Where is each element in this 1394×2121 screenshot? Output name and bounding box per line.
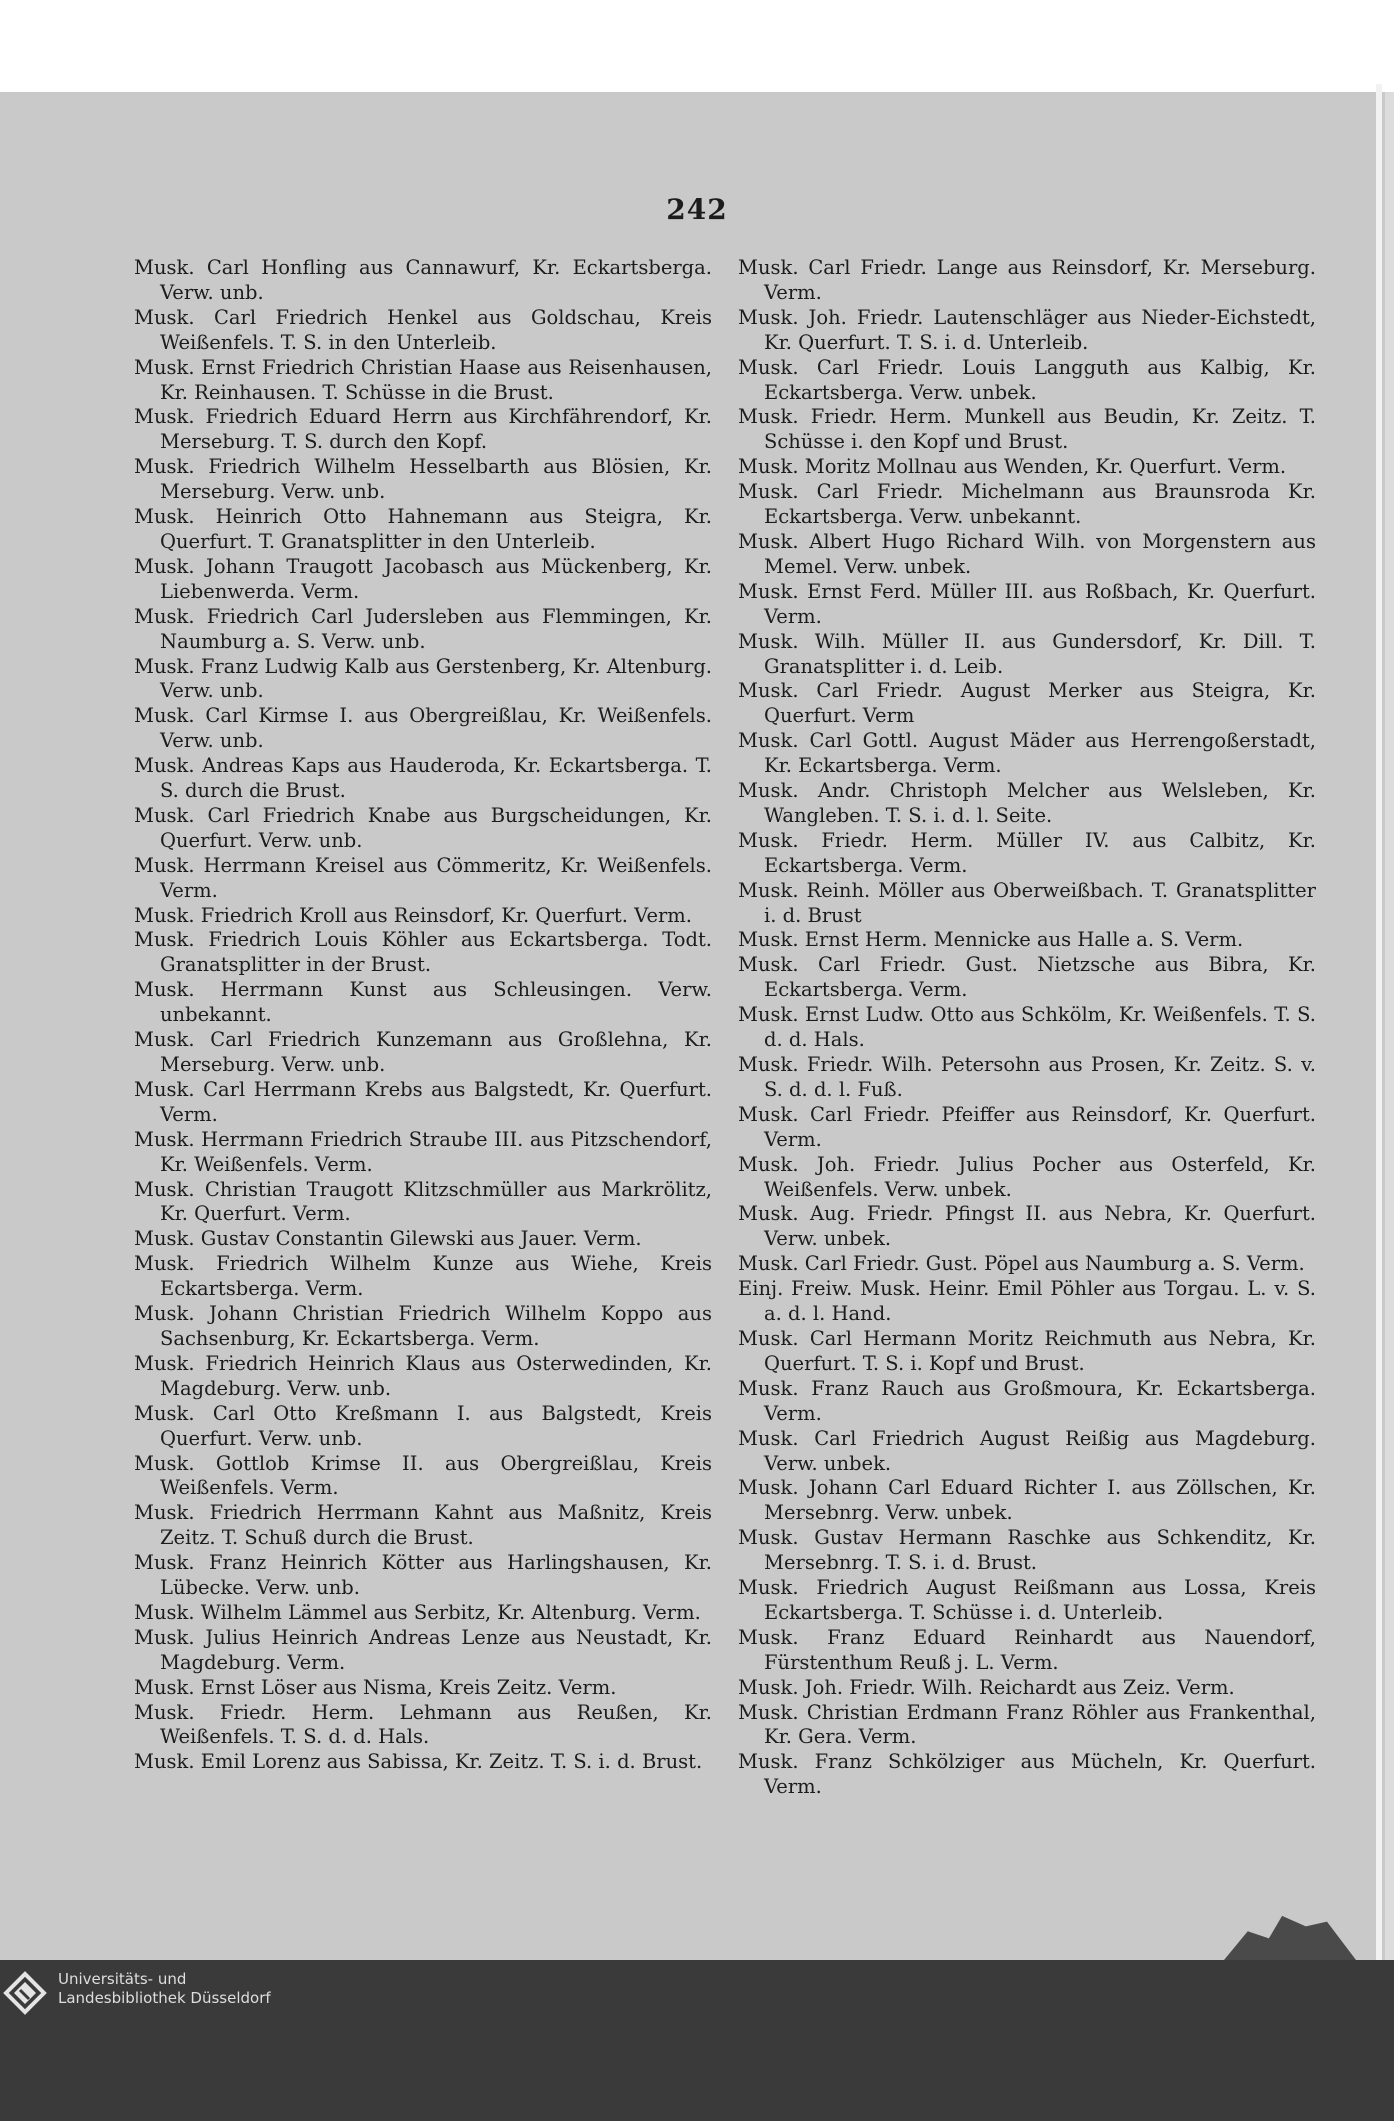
- casualty-entry: Musk. Friedrich Eduard Herrn aus Kirchfährendorf, Kr. Merseburg. T. S. durch den Kopf.: [134, 405, 712, 454]
- casualty-entry: Musk. Franz Eduard Reinhardt aus Nauendorf, Fürstenthum Reuß j. L. Verm.: [738, 1625, 1316, 1674]
- casualty-entry: Musk. Gustav Hermann Raschke aus Schkenditz, Kr. Mersebnrg. T. S. i. d. Brust.: [738, 1526, 1316, 1575]
- casualty-entry: Musk. Christian Erdmann Franz Röhler aus Frankenthal, Kr. Gera. Verm.: [738, 1700, 1316, 1749]
- casualty-entry: Musk. Herrmann Kreisel aus Cömmeritz, Kr. Weißenfels. Verm.: [134, 853, 712, 902]
- casualty-entry: Musk. Gustav Constantin Gilewski aus Jauer. Verm.: [134, 1227, 642, 1251]
- casualty-entry: Musk. Friedrich Wilhelm Kunze aus Wiehe, Kreis Eckartsberga. Verm.: [134, 1252, 712, 1301]
- casualty-entry: Musk. Carl Hermann Moritz Reichmuth aus Nebra, Kr. Querfurt. T. S. i. Kopf und Brust.: [738, 1326, 1316, 1375]
- casualty-entry: Musk. Gottlob Krimse II. aus Obergreißlau, Kreis Weißenfels. Verm.: [134, 1451, 712, 1500]
- casualty-entry: Musk. Carl Friedrich Knabe aus Burgscheidungen, Kr. Querfurt. Verw. unb.: [134, 803, 712, 852]
- casualty-entry: Musk. Friedr. Wilh. Petersohn aus Prosen, Kr. Zeitz. S. v. S. d. d. l. Fuß.: [738, 1053, 1316, 1101]
- casualty-entry: Musk. Franz Ludwig Kalb aus Gerstenberg, Kr. Altenburg. Verw. unb.: [134, 654, 712, 703]
- casualty-entry: Musk. Johann Traugott Jacobasch aus Mückenberg, Kr. Liebenwerda. Verm.: [134, 554, 712, 603]
- casualty-entry: Musk. Ernst Löser aus Nisma, Kreis Zeitz. Verm.: [134, 1675, 617, 1699]
- casualty-entry: Musk. Ernst Friedrich Christian Haase aus Reisenhausen, Kr. Reinhausen. T. Schüsse in die Brust.: [134, 355, 712, 404]
- page-number: 242: [666, 193, 728, 226]
- casualty-entry: Musk. Carl Kirmse I. aus Obergreißlau, Kr. Weißenfels. Verw. unb.: [134, 704, 712, 753]
- casualty-entry: Musk. Christian Traugott Klitzschmüller aus Markrölitz, Kr. Querfurt. Verm.: [134, 1177, 712, 1226]
- casualty-entry: Musk. Wilhelm Lämmel aus Serbitz, Kr. Altenburg. Verm.: [134, 1600, 701, 1624]
- casualty-entry: Musk. Carl Friedr. August Merker aus Steigra, Kr. Querfurt. Verm: [738, 679, 1316, 728]
- casualty-entry: Musk. Reinh. Möller aus Oberweißbach. T. Granatsplitter i. d. Brust: [738, 878, 1316, 927]
- casualty-entry: Musk. Aug. Friedr. Pfingst II. aus Nebra, Kr. Querfurt. Verw. unbek.: [738, 1202, 1316, 1251]
- casualty-entry: Musk. Friedrich August Reißmann aus Lossa, Kreis Eckartsberga. T. Schüsse i. d. Unterleib.: [738, 1576, 1316, 1624]
- casualty-entry: Musk. Johann Christian Friedrich Wilhelm Koppo aus Sachsenburg, Kr. Eckartsberga. Verm.: [134, 1302, 712, 1350]
- casualty-entry: Musk. Moritz Mollnau aus Wenden, Kr. Querfurt. Verm.: [738, 455, 1287, 479]
- casualty-entry: Musk. Carl Friedr. Lange aus Reinsdorf, Kr. Merseburg. Verm.: [738, 256, 1316, 304]
- casualty-entry: Musk. Friedrich Heinrich Klaus aus Osterwedinden, Kr. Magdeburg. Verw. unb.: [134, 1351, 712, 1400]
- casualty-entry: Musk. Andreas Kaps aus Hauderoda, Kr. Eckartsberga. T. S. durch die Brust.: [134, 754, 712, 803]
- casualty-entry: Musk. Friedr. Herm. Munkell aus Beudin, Kr. Zeitz. T. Schüsse i. den Kopf und Brust.: [738, 405, 1316, 454]
- institution-name: [58, 1970, 271, 2008]
- casualty-entry: Musk. Andr. Christoph Melcher aus Welsleben, Kr. Wangleben. T. S. i. d. l. Seite.: [738, 779, 1316, 827]
- casualty-entry: Musk. Franz Rauch aus Großmoura, Kr. Eckartsberga. Verm.: [738, 1376, 1316, 1425]
- casualty-entry: Musk. Julius Heinrich Andreas Lenze aus Neustadt, Kr. Magdeburg. Verm.: [134, 1625, 712, 1674]
- casualty-entry: Musk. Carl Friedr. Louis Langguth aus Kalbig, Kr. Eckartsberga. Verw. unbek.: [738, 355, 1316, 404]
- casualty-entry: Musk. Carl Friedr. Gust. Nietzsche aus Bibra, Kr. Eckartsberga. Verm.: [738, 953, 1316, 1002]
- casualty-entry: Musk. Joh. Friedr. Julius Pocher aus Osterfeld, Kr. Weißenfels. Verw. unbek.: [738, 1152, 1316, 1201]
- casualty-entry: Musk. Ernst Ferd. Müller III. aus Roßbach, Kr. Querfurt. Verm.: [738, 579, 1316, 628]
- casualty-entry: Musk. Friedr. Herm. Lehmann aus Reußen, Kr. Weißenfels. T. S. d. d. Hals.: [134, 1700, 712, 1749]
- casualty-entry: Musk. Carl Friedr. Pfeiffer aus Reinsdorf, Kr. Querfurt. Verm.: [738, 1102, 1316, 1151]
- page-edge: [1376, 84, 1382, 1960]
- casualty-entry: Musk. Carl Friedrich August Reißig aus Magdeburg. Verw. unbek.: [738, 1426, 1316, 1475]
- casualty-entry: Musk. Carl Friedrich Kunzemann aus Großlehna, Kr. Merseburg. Verw. unb.: [134, 1028, 712, 1076]
- casualty-entry: Musk. Carl Otto Kreßmann I. aus Balgstedt, Kreis Querfurt. Verw. unb.: [134, 1401, 712, 1450]
- casualty-entry: Musk. Carl Friedr. Gust. Pöpel aus Naumburg a. S. Verm.: [738, 1252, 1305, 1276]
- casualty-entry: Musk. Wilh. Müller II. aus Gundersdorf, Kr. Dill. T. Granatsplitter i. d. Leib.: [738, 629, 1316, 678]
- casualty-entry: Musk. Herrmann Friedrich Straube III. aus Pitzschendorf, Kr. Weißenfels. Verm.: [134, 1127, 712, 1176]
- casualty-entry: Musk. Herrmann Kunst aus Schleusingen. Verw. unbekannt.: [134, 978, 712, 1027]
- casualty-entry: Musk. Carl Gottl. August Mäder aus Herrengoßerstadt, Kr. Eckartsberga. Verm.: [738, 729, 1316, 778]
- right-column: [738, 256, 1316, 1800]
- casualty-entry: Musk. Friedrich Kroll aus Reinsdorf, Kr. Querfurt. Verm.: [134, 903, 692, 927]
- ulb-logo-icon: [0, 1968, 50, 2018]
- casualty-entry: Musk. Ernst Herm. Mennicke aus Halle a. S. Verm.: [738, 928, 1244, 952]
- casualty-entry: Musk. Friedrich Carl Judersleben aus Flemmingen, Kr. Naumburg a. S. Verw. unb.: [134, 604, 712, 653]
- casualty-entry: Musk. Carl Honfling aus Cannawurf, Kr. Eckartsberga. Verw. unb.: [134, 256, 712, 304]
- institution-line-2: Landesbibliothek Düsseldorf: [58, 1989, 271, 2007]
- casualty-entry: Musk. Friedr. Herm. Müller IV. aus Calbitz, Kr. Eckartsberga. Verm.: [738, 828, 1316, 877]
- institution-line-1: Universitäts- und: [58, 1970, 187, 1988]
- casualty-entry: Musk. Ernst Ludw. Otto aus Schkölm, Kr. Weißenfels. T. S. d. d. Hals.: [738, 1003, 1316, 1052]
- top-margin: [0, 0, 1394, 92]
- casualty-entry: Musk. Carl Herrmann Krebs aus Balgstedt, Kr. Querfurt. Verm.: [134, 1077, 712, 1126]
- casualty-entry: Musk. Franz Schkölziger aus Mücheln, Kr. Querfurt. Verm.: [738, 1750, 1316, 1799]
- casualty-entry: Musk. Joh. Friedr. Wilh. Reichardt aus Zeiz. Verm.: [738, 1675, 1235, 1699]
- left-column: [134, 256, 712, 1775]
- casualty-entry: Musk. Albert Hugo Richard Wilh. von Morgenstern aus Memel. Verw. unbek.: [738, 529, 1316, 578]
- casualty-entry: Musk. Heinrich Otto Hahnemann aus Steigra, Kr. Querfurt. T. Granatsplitter in den Unterleib.: [134, 505, 712, 553]
- casualty-entry: Einj. Freiw. Musk. Heinr. Emil Pöhler aus Torgau. L. v. S. a. d. l. Hand.: [738, 1277, 1316, 1326]
- casualty-entry: Musk. Franz Heinrich Kötter aus Harlingshausen, Kr. Lübecke. Verw. unb.: [134, 1551, 712, 1600]
- casualty-entry: Musk. Carl Friedrich Henkel aus Goldschau, Kreis Weißenfels. T. S. in den Unterleib.: [134, 305, 712, 354]
- casualty-entry: Musk. Friedrich Louis Köhler aus Eckartsberga. Todt. Granatsplitter in der Brust.: [134, 928, 712, 977]
- casualty-entry: Musk. Friedrich Wilhelm Hesselbarth aus Blösien, Kr. Merseburg. Verw. unb.: [134, 455, 712, 504]
- casualty-entry: Musk. Joh. Friedr. Lautenschläger aus Nieder-Eichstedt, Kr. Querfurt. T. S. i. d. Unterleib.: [738, 305, 1316, 354]
- casualty-entry: Musk. Carl Friedr. Michelmann aus Braunsroda Kr. Eckartsberga. Verw. unbekannt.: [738, 480, 1316, 529]
- casualty-entry: Musk. Friedrich Herrmann Kahnt aus Maßnitz, Kreis Zeitz. T. Schuß durch die Brust.: [134, 1501, 712, 1550]
- casualty-entry: Musk. Emil Lorenz aus Sabissa, Kr. Zeitz. T. S. i. d. Brust.: [134, 1750, 703, 1774]
- casualty-entry: Musk. Johann Carl Eduard Richter I. aus Zöllschen, Kr. Mersebnrg. Verw. unbek.: [738, 1476, 1316, 1525]
